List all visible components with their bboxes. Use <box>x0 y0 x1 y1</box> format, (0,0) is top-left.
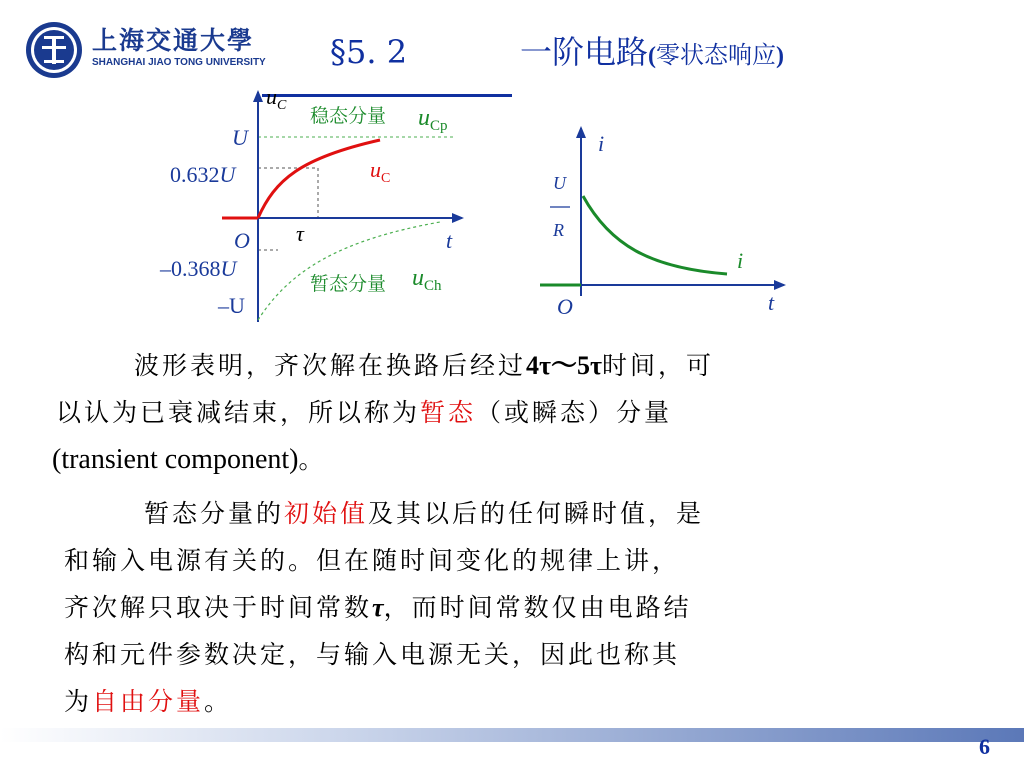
label-U: U <box>232 125 248 150</box>
i-decay-curve <box>583 196 727 274</box>
title-paren-open: ( <box>648 43 657 69</box>
p2-line-5 <box>56 678 966 725</box>
p1-line-2-text: 以认为已衰减结束，所以称为 <box>56 398 421 427</box>
left-figure-uc-waveform <box>159 84 462 322</box>
title-main: 一阶电路 <box>520 33 649 71</box>
p2-line-1-tail: 及其以后的任何瞬时值，是 <box>368 499 705 528</box>
label-0632U: 0.632U <box>170 162 236 187</box>
transient-component-label: 暂态分量 <box>310 273 387 295</box>
logo-chinese-name: 上海交通大學 <box>92 26 255 55</box>
p1-line-1-tail: 时间，可 <box>602 351 715 380</box>
p1-line-2 <box>56 389 966 436</box>
p1-time-range: 4τ～5τ <box>526 351 602 380</box>
fraction-numerator-U: U <box>553 173 566 193</box>
p2-line-1-text: 暂态分量的 <box>144 499 285 528</box>
p2-line-3-tail: ，而时间常数仅由电路结 <box>383 593 692 622</box>
p2-line-1 <box>56 490 966 537</box>
i-curve-label: i <box>737 248 744 273</box>
page-number: 6 <box>979 734 990 759</box>
p2-line-5-tail: 。 <box>204 687 233 716</box>
left-t-label: t <box>446 228 453 253</box>
logo-english-name: SHANGHAI JIAO TONG UNIVERSITY <box>92 57 266 68</box>
p2-line-4: 构和元件参数决定，与输入电源无关，因此也称其 <box>64 640 681 669</box>
paragraph-transient <box>52 342 966 483</box>
p2-highlight-free-component: 自由分量 <box>92 687 205 716</box>
p1-line-2-tail: （或瞬态）分量 <box>476 398 673 427</box>
right-i-axis-label: i <box>598 131 605 156</box>
steady-component-label: 稳态分量 <box>310 105 387 127</box>
p1-line-3-tail: 。 <box>298 445 327 474</box>
left-origin-label: O <box>234 228 250 253</box>
steady-component-symbol: $u_{Cp}$ <box>418 105 448 134</box>
p1-highlight-transient: 暂态 <box>420 398 477 427</box>
title-paren-close: ) <box>776 43 785 69</box>
p1-line-1-text: 波形表明，齐次解在换路后经过 <box>134 351 527 380</box>
uc-charging-curve <box>258 140 380 218</box>
p1-line-1 <box>56 342 966 389</box>
p2-line-5-text: 为 <box>64 687 93 716</box>
fraction-denominator-R: R <box>553 220 564 240</box>
uc-curve-label: $u_C$ <box>370 157 391 186</box>
right-origin-label: O <box>557 294 573 319</box>
paragraph-free-component <box>56 490 966 725</box>
right-t-label: t <box>768 290 775 315</box>
waveform-figures <box>0 0 1024 340</box>
footer-gradient-bar <box>0 728 1024 742</box>
label-negU: –U <box>218 293 245 318</box>
title-sub: 零状态响应 <box>656 41 777 69</box>
p2-tau-symbol: τ <box>372 593 384 622</box>
tau-label: τ <box>296 221 304 246</box>
p1-english-term: (transient component) <box>52 444 299 475</box>
section-number: §5. 2 <box>330 33 408 71</box>
p2-line-2: 和输入电源有关的。但在随时间变化的规律上讲， <box>64 546 681 575</box>
label-neg0368U: –0.368U <box>160 256 237 281</box>
p1-line-3 <box>52 436 966 483</box>
transient-component-symbol: $u_{Ch}$ <box>412 265 442 294</box>
left-y-axis-label: $u_C$ <box>266 84 287 113</box>
right-figure-i-waveform <box>540 128 784 319</box>
p2-line-3 <box>56 584 966 631</box>
p2-highlight-initial-value: 初始值 <box>284 499 369 528</box>
p2-line-3-text: 齐次解只取决于时间常数 <box>64 593 373 622</box>
